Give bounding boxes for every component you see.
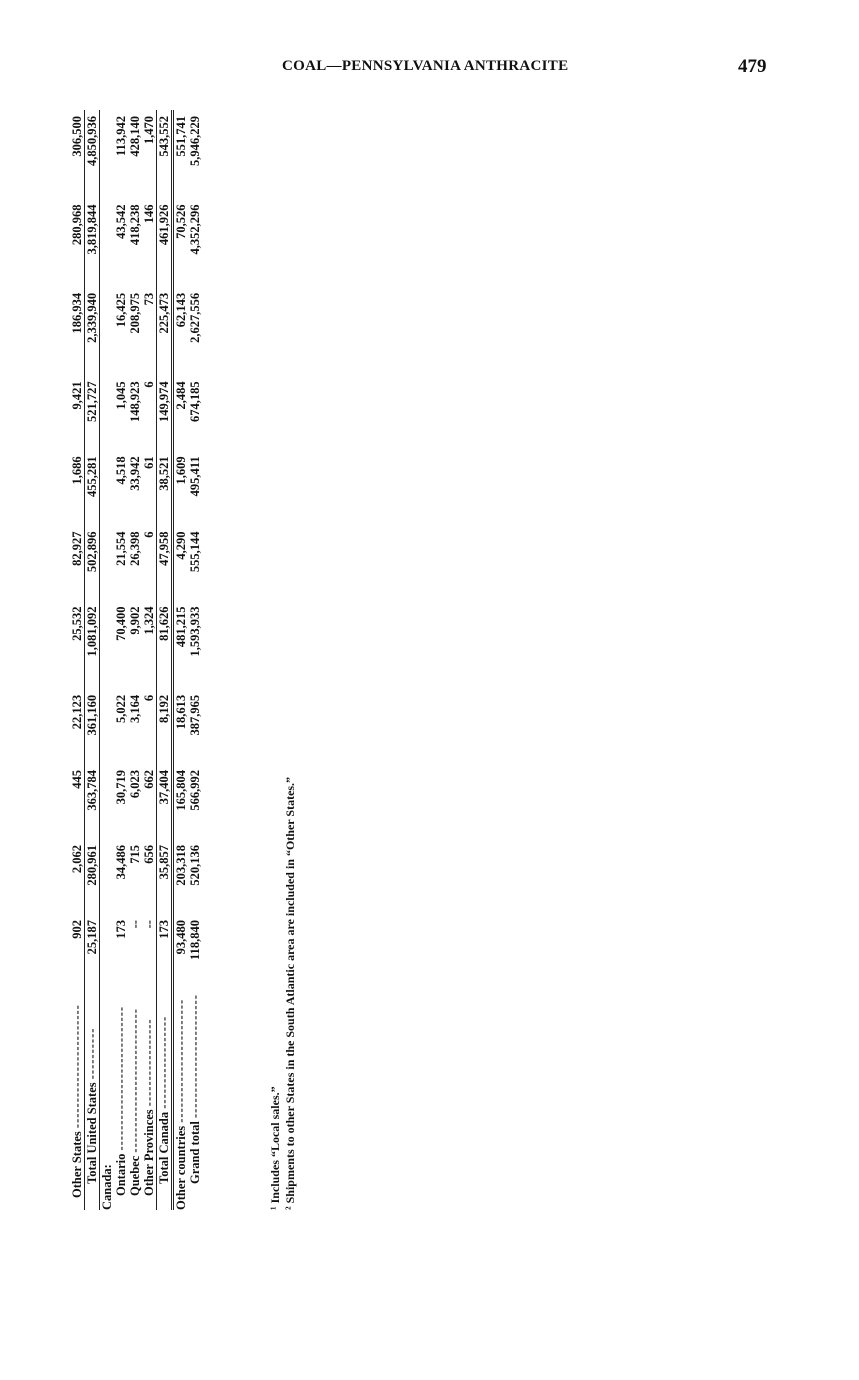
table-cell: 70,400 (114, 606, 128, 641)
table-cell: 363,784 (85, 764, 100, 839)
table-cell (100, 600, 115, 688)
table-cell: 280,968 (70, 204, 84, 246)
leader-dots: ------------------------ (188, 994, 202, 1119)
table-cell: 165,804 (173, 764, 189, 839)
table-cell: 118,840 (188, 920, 202, 960)
table-cell: 148,923 (128, 381, 142, 422)
table-cell: 6 (142, 531, 156, 538)
table-row (85, 110, 100, 1210)
table-cell: 2,484 (173, 375, 189, 450)
leader-dots: ---------------------------- (128, 1008, 142, 1153)
table-cell: 38,521 (157, 450, 173, 525)
table-cell: 173 (157, 914, 173, 988)
row-label-text: Other States (70, 1131, 84, 1198)
leader-dots: ------------------------ (70, 1004, 84, 1129)
footnote-1: ¹ Includes “Local sales.” (268, 1086, 282, 1210)
row-label-text: Canada: (100, 1164, 114, 1210)
table-cell: 82,927 (70, 531, 84, 566)
table-cell: 445 (70, 769, 84, 789)
table-cell: 5,946,229 (188, 116, 202, 166)
row-label (128, 988, 142, 1210)
table-cell: 4,850,936 (85, 110, 100, 199)
table-cell: 656 (142, 845, 156, 864)
table-cell: 203,318 (173, 839, 189, 914)
table-cell: 902 (70, 920, 84, 939)
table-cell (100, 525, 115, 600)
table-cell: 1,081,092 (85, 600, 100, 688)
table-cell: 8,192 (157, 689, 173, 764)
table-cell: 18,613 (173, 689, 189, 764)
table-cell: 428,140 (128, 116, 142, 157)
table-cell (100, 839, 115, 914)
table-cell: 173 (114, 920, 128, 939)
table-cell: 1,324 (142, 606, 156, 635)
table-cell: 2,062 (70, 845, 84, 874)
leader-dots: ------------------ (157, 1015, 171, 1109)
table-cell: 4,352,296 (188, 204, 202, 255)
table-cell: 4,290 (173, 525, 189, 600)
row-label-text: Total Canada (157, 1111, 171, 1184)
table-cell: 361,160 (85, 689, 100, 764)
table-cell: 93,480 (173, 914, 189, 988)
table-cell: 6 (142, 694, 156, 702)
table-cell (100, 914, 115, 988)
table-cell: -- (142, 920, 156, 929)
table-cell: 73 (142, 292, 156, 306)
table-cell: 280,961 (85, 839, 100, 914)
rotated-table-container (70, 110, 240, 1210)
table-cell: 62,143 (173, 287, 189, 375)
row-label-text: Quebec (128, 1155, 142, 1196)
table-cell: 6 (142, 381, 156, 388)
table-cell: 551,741 (173, 110, 189, 199)
row-label (114, 988, 128, 1210)
table-cell: 2,627,556 (188, 292, 202, 343)
table-cell (100, 110, 115, 199)
table-cell: 455,281 (85, 450, 100, 525)
table-cell: 555,144 (188, 531, 202, 573)
table-cell: 520,136 (188, 845, 202, 886)
table-cell: 9,421 (70, 381, 84, 410)
table-cell: 3,819,844 (85, 199, 100, 287)
table-row (173, 110, 189, 1210)
row-label (85, 988, 100, 1210)
row-label (173, 988, 189, 1210)
table-cell: 1,593,933 (188, 606, 202, 657)
table-cell: 461,926 (157, 199, 173, 287)
table-cell: 22,123 (70, 694, 84, 730)
table-cell: 1,609 (173, 450, 189, 525)
row-label-text: Other countries (174, 1125, 188, 1210)
table-cell: 113,942 (114, 116, 128, 156)
table-cell: 2,339,940 (85, 287, 100, 375)
table-cell: 43,542 (114, 204, 128, 239)
table-cell: 37,404 (157, 764, 173, 839)
table-cell (100, 375, 115, 450)
table-cell: 16,425 (114, 292, 128, 328)
row-label (142, 988, 157, 1210)
table-cell: 3,164 (128, 694, 142, 724)
table-cell: 715 (128, 845, 142, 864)
running-head: COAL—PENNSYLVANIA ANTHRACITE (282, 58, 569, 74)
table-cell: 674,185 (188, 381, 202, 422)
table-cell: 35,857 (157, 839, 173, 914)
table-cell: 33,942 (128, 456, 142, 491)
table-row (70, 110, 85, 1210)
table-row (188, 110, 202, 1210)
table-cell: 146 (142, 204, 156, 224)
leader-dots: ------------------------ (174, 998, 188, 1123)
footnotes (268, 510, 298, 1210)
table-cell: 25,532 (70, 606, 84, 641)
table-row (157, 110, 173, 1210)
row-label (157, 988, 173, 1210)
table-cell: 481,215 (173, 600, 189, 688)
footnote-2: ² Shipments to other States in the South Atlantic area are included in “Other States.” (283, 776, 297, 1210)
table-cell: 149,974 (157, 375, 173, 450)
row-label (100, 988, 115, 1210)
leader-dots: ----------------- (142, 1018, 156, 1107)
table-cell: 387,965 (188, 694, 202, 736)
table-cell: 70,526 (173, 199, 189, 287)
row-label-text: Ontario (114, 1153, 128, 1196)
table-cell (100, 450, 115, 525)
table-cell: 6,023 (128, 769, 142, 799)
table-cell: 502,896 (85, 525, 100, 600)
row-label-text: Total United States (85, 1082, 99, 1184)
table-cell: 418,238 (128, 204, 142, 246)
table-cell: 26,398 (128, 531, 142, 566)
table-cell: 5,022 (114, 694, 128, 724)
table-cell: 47,958 (157, 525, 173, 600)
table-row (114, 110, 128, 1210)
row-label-text: Other Provinces (142, 1109, 156, 1196)
table-cell: 4,518 (114, 456, 128, 485)
table-cell: 81,626 (157, 600, 173, 688)
table-cell: 9,902 (128, 606, 142, 635)
table-row (142, 110, 157, 1210)
table-cell (100, 689, 115, 764)
table-row (128, 110, 142, 1210)
table-cell: 1,045 (114, 381, 128, 410)
table-cell: 21,554 (114, 531, 128, 566)
table-cell: 1,686 (70, 456, 84, 485)
shipments-table (70, 110, 202, 1210)
table-cell: 34,486 (114, 845, 128, 880)
page-number: 479 (738, 56, 767, 77)
table-cell: 495,411 (188, 456, 202, 497)
table-cell: -- (128, 920, 142, 929)
table-cell: 1,470 (142, 116, 156, 145)
row-label-text: Grand total (188, 1121, 202, 1184)
table-cell: 25,187 (85, 914, 100, 988)
table-cell: 662 (142, 769, 156, 789)
table-cell: 543,552 (157, 110, 173, 199)
leader-dots: ---------- (85, 1027, 99, 1080)
table-cell: 30,719 (114, 769, 128, 805)
table-cell: 566,992 (188, 769, 202, 811)
table-cell: 186,934 (70, 292, 84, 334)
table-cell (100, 287, 115, 375)
row-label (188, 988, 202, 1210)
table-cell: 208,975 (128, 292, 142, 334)
table-cell: 521,727 (85, 375, 100, 450)
table-cell: 225,473 (157, 287, 173, 375)
table-cell: 61 (142, 456, 156, 469)
table-cell (100, 199, 115, 287)
table-row (100, 110, 115, 1210)
table-cell: 306,500 (70, 116, 84, 157)
leader-dots: ---------------------------- (114, 1005, 128, 1151)
table-cell (100, 764, 115, 839)
row-label (70, 988, 85, 1210)
